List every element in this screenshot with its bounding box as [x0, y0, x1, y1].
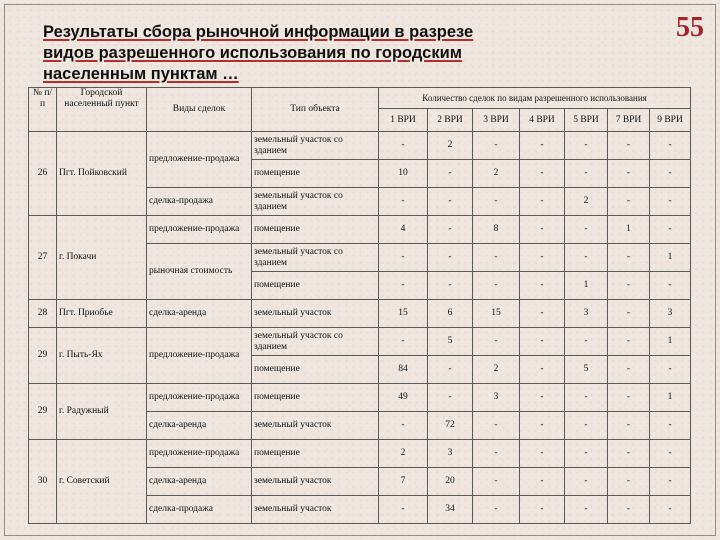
- table-row: [29, 132, 691, 160]
- deal-count: 3: [428, 440, 473, 468]
- deal-type: предложение-продажа: [147, 328, 252, 384]
- deal-count: -: [650, 356, 691, 384]
- deal-count: -: [608, 384, 650, 412]
- deal-count: -: [650, 188, 691, 216]
- header-vri: 3 ВРИ: [473, 109, 520, 132]
- row-number: 28: [29, 300, 57, 328]
- deal-count: 5: [428, 328, 473, 356]
- market-data-table: [28, 87, 691, 524]
- header-vri: 1 ВРИ: [379, 109, 428, 132]
- town-name: г. Советский: [57, 440, 147, 524]
- deal-count: 5: [565, 356, 608, 384]
- deal-count: 20: [428, 468, 473, 496]
- deal-count: 8: [473, 216, 520, 244]
- town-name: г. Пыть-Ях: [57, 328, 147, 384]
- deal-type: предложение-продажа: [147, 216, 252, 244]
- deal-count: 1: [565, 272, 608, 300]
- deal-count: -: [608, 160, 650, 188]
- deal-count: -: [428, 356, 473, 384]
- deal-count: 1: [650, 328, 691, 356]
- title-line: Результаты сбора рыночной информации в разрезе: [43, 23, 474, 41]
- deal-count: -: [428, 216, 473, 244]
- deal-count: -: [379, 328, 428, 356]
- deal-count: -: [608, 328, 650, 356]
- object-type: земельный участок: [252, 468, 379, 496]
- deal-count: -: [608, 300, 650, 328]
- deal-count: -: [520, 440, 565, 468]
- deal-count: 1: [650, 244, 691, 272]
- object-type: земельный участок со зданием: [252, 244, 379, 272]
- header-vri: 4 ВРИ: [520, 109, 565, 132]
- header-vri: 7 ВРИ: [608, 109, 650, 132]
- object-type: земельный участок: [252, 496, 379, 524]
- deal-count: -: [608, 468, 650, 496]
- deal-count: -: [520, 244, 565, 272]
- deal-count: 72: [428, 412, 473, 440]
- deal-count: -: [379, 496, 428, 524]
- deal-type: предложение-продажа: [147, 132, 252, 188]
- object-type: земельный участок: [252, 412, 379, 440]
- deal-count: -: [608, 188, 650, 216]
- deal-count: -: [650, 132, 691, 160]
- deal-count: -: [473, 188, 520, 216]
- deal-count: -: [520, 328, 565, 356]
- deal-count: 84: [379, 356, 428, 384]
- deal-count: 15: [379, 300, 428, 328]
- deal-count: -: [650, 272, 691, 300]
- deal-count: -: [520, 132, 565, 160]
- object-type: помещение: [252, 440, 379, 468]
- header-vri: 5 ВРИ: [565, 109, 608, 132]
- town-name: Пгт. Приобье: [57, 300, 147, 328]
- deal-count: -: [565, 384, 608, 412]
- town-name: г. Покачи: [57, 216, 147, 300]
- deal-count: -: [608, 496, 650, 524]
- table-row: [29, 328, 691, 356]
- deal-count: -: [520, 356, 565, 384]
- header-num: № п/п: [29, 88, 57, 132]
- deal-count: -: [473, 496, 520, 524]
- deal-count: -: [650, 216, 691, 244]
- deal-count: -: [520, 384, 565, 412]
- deal-count: -: [428, 244, 473, 272]
- deal-count: -: [520, 496, 565, 524]
- row-number: 30: [29, 440, 57, 524]
- deal-count: -: [565, 440, 608, 468]
- deal-count: -: [650, 496, 691, 524]
- object-type: помещение: [252, 160, 379, 188]
- deal-count: -: [608, 412, 650, 440]
- deal-count: -: [379, 272, 428, 300]
- header-count-group: Количество сделок по видам разрешенного использования: [379, 88, 691, 109]
- deal-count: -: [565, 496, 608, 524]
- deal-count: -: [608, 244, 650, 272]
- deal-count: -: [473, 440, 520, 468]
- deal-count: -: [565, 328, 608, 356]
- table-row: [29, 300, 691, 328]
- deal-count: -: [520, 272, 565, 300]
- deal-count: -: [520, 468, 565, 496]
- deal-count: -: [520, 412, 565, 440]
- slide-number: 55: [676, 12, 704, 43]
- deal-count: -: [650, 160, 691, 188]
- deal-count: -: [473, 328, 520, 356]
- object-type: помещение: [252, 384, 379, 412]
- deal-count: 2: [428, 132, 473, 160]
- object-type: земельный участок со зданием: [252, 188, 379, 216]
- deal-count: -: [473, 412, 520, 440]
- deal-type: сделка-продажа: [147, 188, 252, 216]
- deal-type: сделка-продажа: [147, 496, 252, 524]
- deal-count: -: [428, 384, 473, 412]
- deal-count: -: [520, 216, 565, 244]
- deal-count: -: [650, 412, 691, 440]
- deal-count: -: [379, 412, 428, 440]
- deal-count: 1: [650, 384, 691, 412]
- deal-count: -: [379, 132, 428, 160]
- deal-count: 15: [473, 300, 520, 328]
- table-body: [29, 132, 691, 524]
- deal-count: -: [565, 160, 608, 188]
- deal-count: 3: [565, 300, 608, 328]
- deal-count: 10: [379, 160, 428, 188]
- deal-count: -: [473, 244, 520, 272]
- table-row: [29, 384, 691, 412]
- deal-count: -: [520, 160, 565, 188]
- town-name: г. Радужный: [57, 384, 147, 440]
- table-row: [29, 440, 691, 468]
- deal-count: 4: [379, 216, 428, 244]
- title-line: видов разрешенного использования по городским: [43, 44, 462, 62]
- deal-count: -: [650, 468, 691, 496]
- deal-type: предложение-продажа: [147, 440, 252, 468]
- deal-count: 7: [379, 468, 428, 496]
- deal-count: -: [608, 356, 650, 384]
- deal-count: -: [608, 440, 650, 468]
- row-number: 29: [29, 384, 57, 440]
- object-type: земельный участок со зданием: [252, 328, 379, 356]
- deal-count: -: [608, 272, 650, 300]
- deal-count: -: [379, 188, 428, 216]
- deal-count: 2: [565, 188, 608, 216]
- header-deal-type: Виды сделок: [147, 88, 252, 132]
- header-town: Городской населенный пункт: [57, 88, 147, 132]
- table-row: [29, 216, 691, 244]
- deal-type: рыночная стоимость: [147, 244, 252, 300]
- row-number: 29: [29, 328, 57, 384]
- header-object-type: Тип объекта: [252, 88, 379, 132]
- object-type: помещение: [252, 356, 379, 384]
- deal-count: -: [565, 468, 608, 496]
- deal-count: 2: [473, 356, 520, 384]
- deal-count: -: [428, 160, 473, 188]
- object-type: земельный участок: [252, 300, 379, 328]
- slide-title: [43, 22, 603, 85]
- deal-count: 34: [428, 496, 473, 524]
- header-vri: 2 ВРИ: [428, 109, 473, 132]
- deal-count: -: [473, 132, 520, 160]
- deal-type: сделка-аренда: [147, 412, 252, 440]
- deal-type: предложение-продажа: [147, 384, 252, 412]
- deal-count: -: [428, 188, 473, 216]
- deal-count: -: [428, 272, 473, 300]
- deal-count: -: [650, 440, 691, 468]
- deal-count: -: [520, 300, 565, 328]
- deal-type: сделка-аренда: [147, 300, 252, 328]
- object-type: помещение: [252, 216, 379, 244]
- deal-count: 6: [428, 300, 473, 328]
- deal-count: -: [473, 272, 520, 300]
- row-number: 26: [29, 132, 57, 216]
- deal-count: 3: [473, 384, 520, 412]
- deal-count: -: [565, 132, 608, 160]
- deal-count: 1: [608, 216, 650, 244]
- deal-count: -: [473, 468, 520, 496]
- deal-count: -: [565, 216, 608, 244]
- deal-count: -: [520, 188, 565, 216]
- header-vri: 9 ВРИ: [650, 109, 691, 132]
- deal-count: 49: [379, 384, 428, 412]
- object-type: земельный участок со зданием: [252, 132, 379, 160]
- deal-type: сделка-аренда: [147, 468, 252, 496]
- deal-count: 2: [473, 160, 520, 188]
- deal-count: -: [379, 244, 428, 272]
- deal-count: 3: [650, 300, 691, 328]
- deal-count: -: [565, 412, 608, 440]
- title-line: населенным пунктам …: [43, 65, 239, 83]
- deal-count: -: [608, 132, 650, 160]
- deal-count: -: [565, 244, 608, 272]
- town-name: Пгт. Пойковский: [57, 132, 147, 216]
- row-number: 27: [29, 216, 57, 300]
- deal-count: 2: [379, 440, 428, 468]
- object-type: помещение: [252, 272, 379, 300]
